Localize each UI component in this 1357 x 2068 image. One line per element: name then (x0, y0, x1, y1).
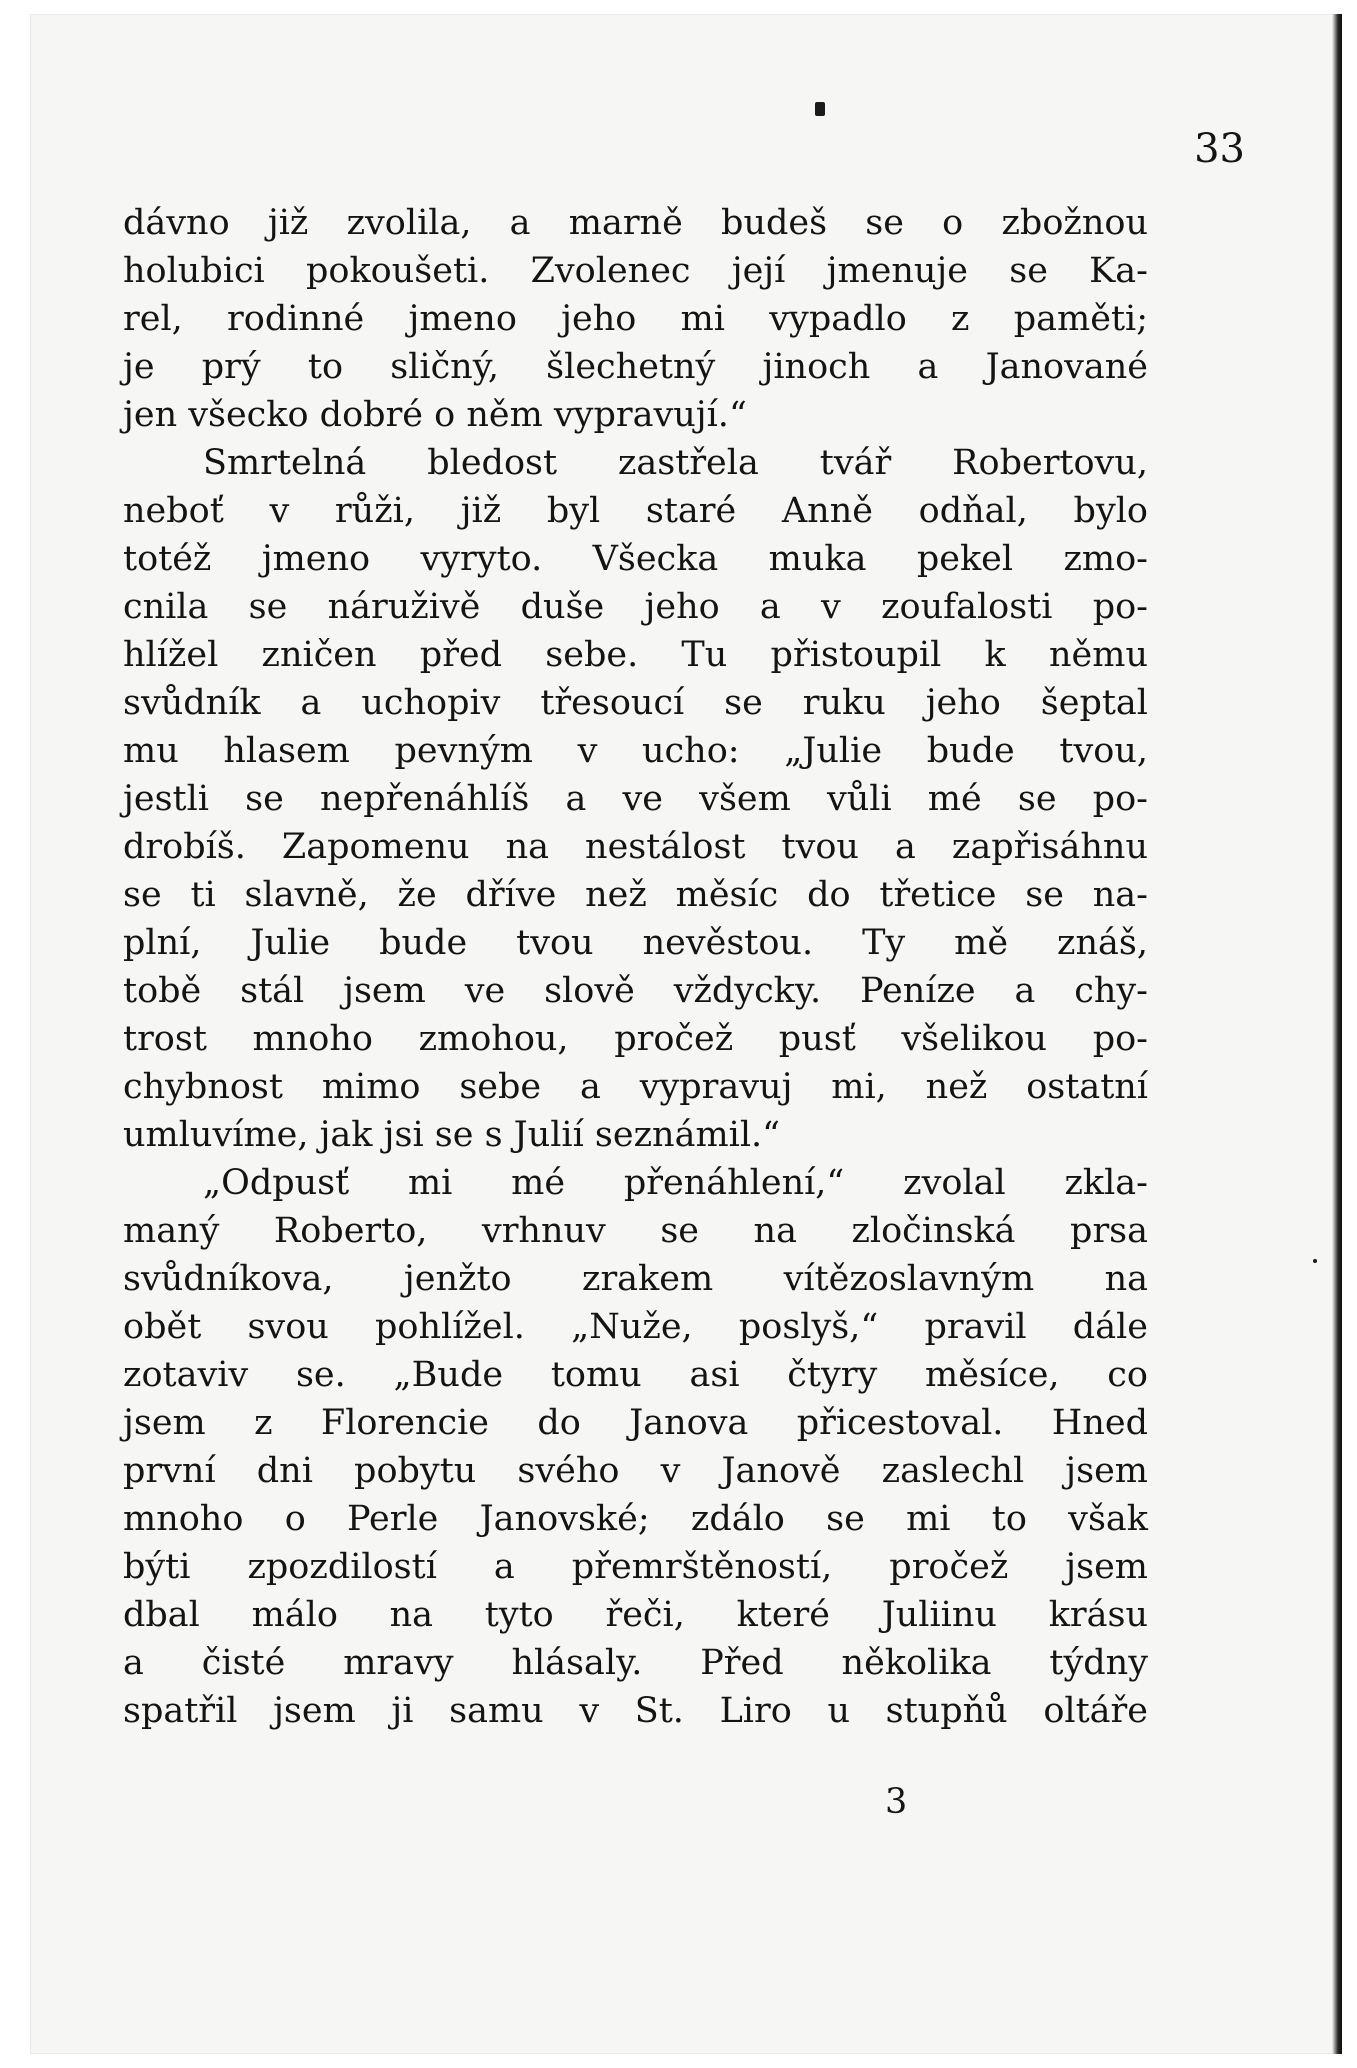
text-line: mnoho o Perle Janovské; zdálo se mi to však (123, 1499, 1148, 1539)
page-number: 33 (1194, 126, 1245, 172)
text-line: je prý to sličný, šlechetný jinoch a Janované (123, 347, 1148, 387)
text-line: býti zpozdilostí a přemrštěností, pročež jsem (123, 1547, 1148, 1587)
text-line: jsem z Florencie do Janova přicestoval. Hned (123, 1403, 1148, 1443)
ink-speck (1313, 1259, 1317, 1263)
text-line: první dni pobytu svého v Janově zaslechl jsem (123, 1451, 1148, 1491)
signature-mark: 3 (885, 1782, 908, 1822)
text-line: spatřil jsem ji samu v St. Liro u stupňů oltáře (123, 1691, 1148, 1731)
text-line: chybnost mimo sebe a vypravuj mi, než ostatní (123, 1067, 1148, 1107)
text-line: obět svou pohlížel. „Nuže, poslyš,“ pravil dále (123, 1307, 1148, 1347)
text-line: tobě stál jsem ve slově vždycky. Peníze a chy- (123, 971, 1148, 1011)
text-line: mu hlasem pevným v ucho: „Julie bude tvou, (123, 731, 1148, 771)
text-line: Smrtelná bledost zastřela tvář Robertovu, (203, 443, 1148, 483)
text-line: a čisté mravy hlásaly. Před několika týdny (123, 1643, 1148, 1683)
book-page (30, 14, 1342, 2054)
text-line: hlížel zničen před sebe. Tu přistoupil k němu (123, 635, 1148, 675)
text-line: trost mnoho zmohou, pročež pusť všelikou po- (123, 1019, 1148, 1059)
text-line: drobíš. Zapomenu na nestálost tvou a zapřisáhnu (123, 827, 1148, 867)
text-line: rel, rodinné jmeno jeho mi vypadlo z paměti; (123, 299, 1148, 339)
text-line: svůdníkova, jenžto zrakem vítězoslavným na (123, 1259, 1148, 1299)
text-line: umluvíme, jak jsi se s Julií seznámil.“ (123, 1115, 781, 1155)
text-line: plní, Julie bude tvou nevěstou. Ty mě znáš, (123, 923, 1148, 963)
text-line: cnila se náruživě duše jeho a v zoufalosti po- (123, 587, 1148, 627)
text-line: jen všecko dobré o něm vypravují.“ (123, 395, 747, 435)
text-line: totéž jmeno vyryto. Všecka muka pekel zmo- (123, 539, 1148, 579)
text-line: jestli se nepřenáhlíš a ve všem vůli mé se po- (123, 779, 1148, 819)
text-line: neboť v růži, již byl staré Anně odňal, bylo (123, 491, 1148, 531)
page-edge-shadow (1332, 14, 1342, 2054)
text-line: dbal málo na tyto řeči, které Juliinu krásu (123, 1595, 1148, 1635)
ink-speck (815, 102, 825, 116)
text-line: svůdník a uchopiv třesoucí se ruku jeho šeptal (123, 683, 1148, 723)
text-line: se ti slavně, že dříve než měsíc do třetice se na- (123, 875, 1148, 915)
text-line: dávno již zvolila, a marně budeš se o zbožnou (123, 203, 1148, 243)
text-line: holubici pokoušeti. Zvolenec její jmenuje se Ka- (123, 251, 1148, 291)
text-line: maný Roberto, vrhnuv se na zločinská prsa (123, 1211, 1148, 1251)
text-line: „Odpusť mi mé přenáhlení,“ zvolal zkla- (203, 1163, 1148, 1203)
body-text (123, 199, 1148, 1735)
text-line: zotaviv se. „Bude tomu asi čtyry měsíce, co (123, 1355, 1148, 1395)
